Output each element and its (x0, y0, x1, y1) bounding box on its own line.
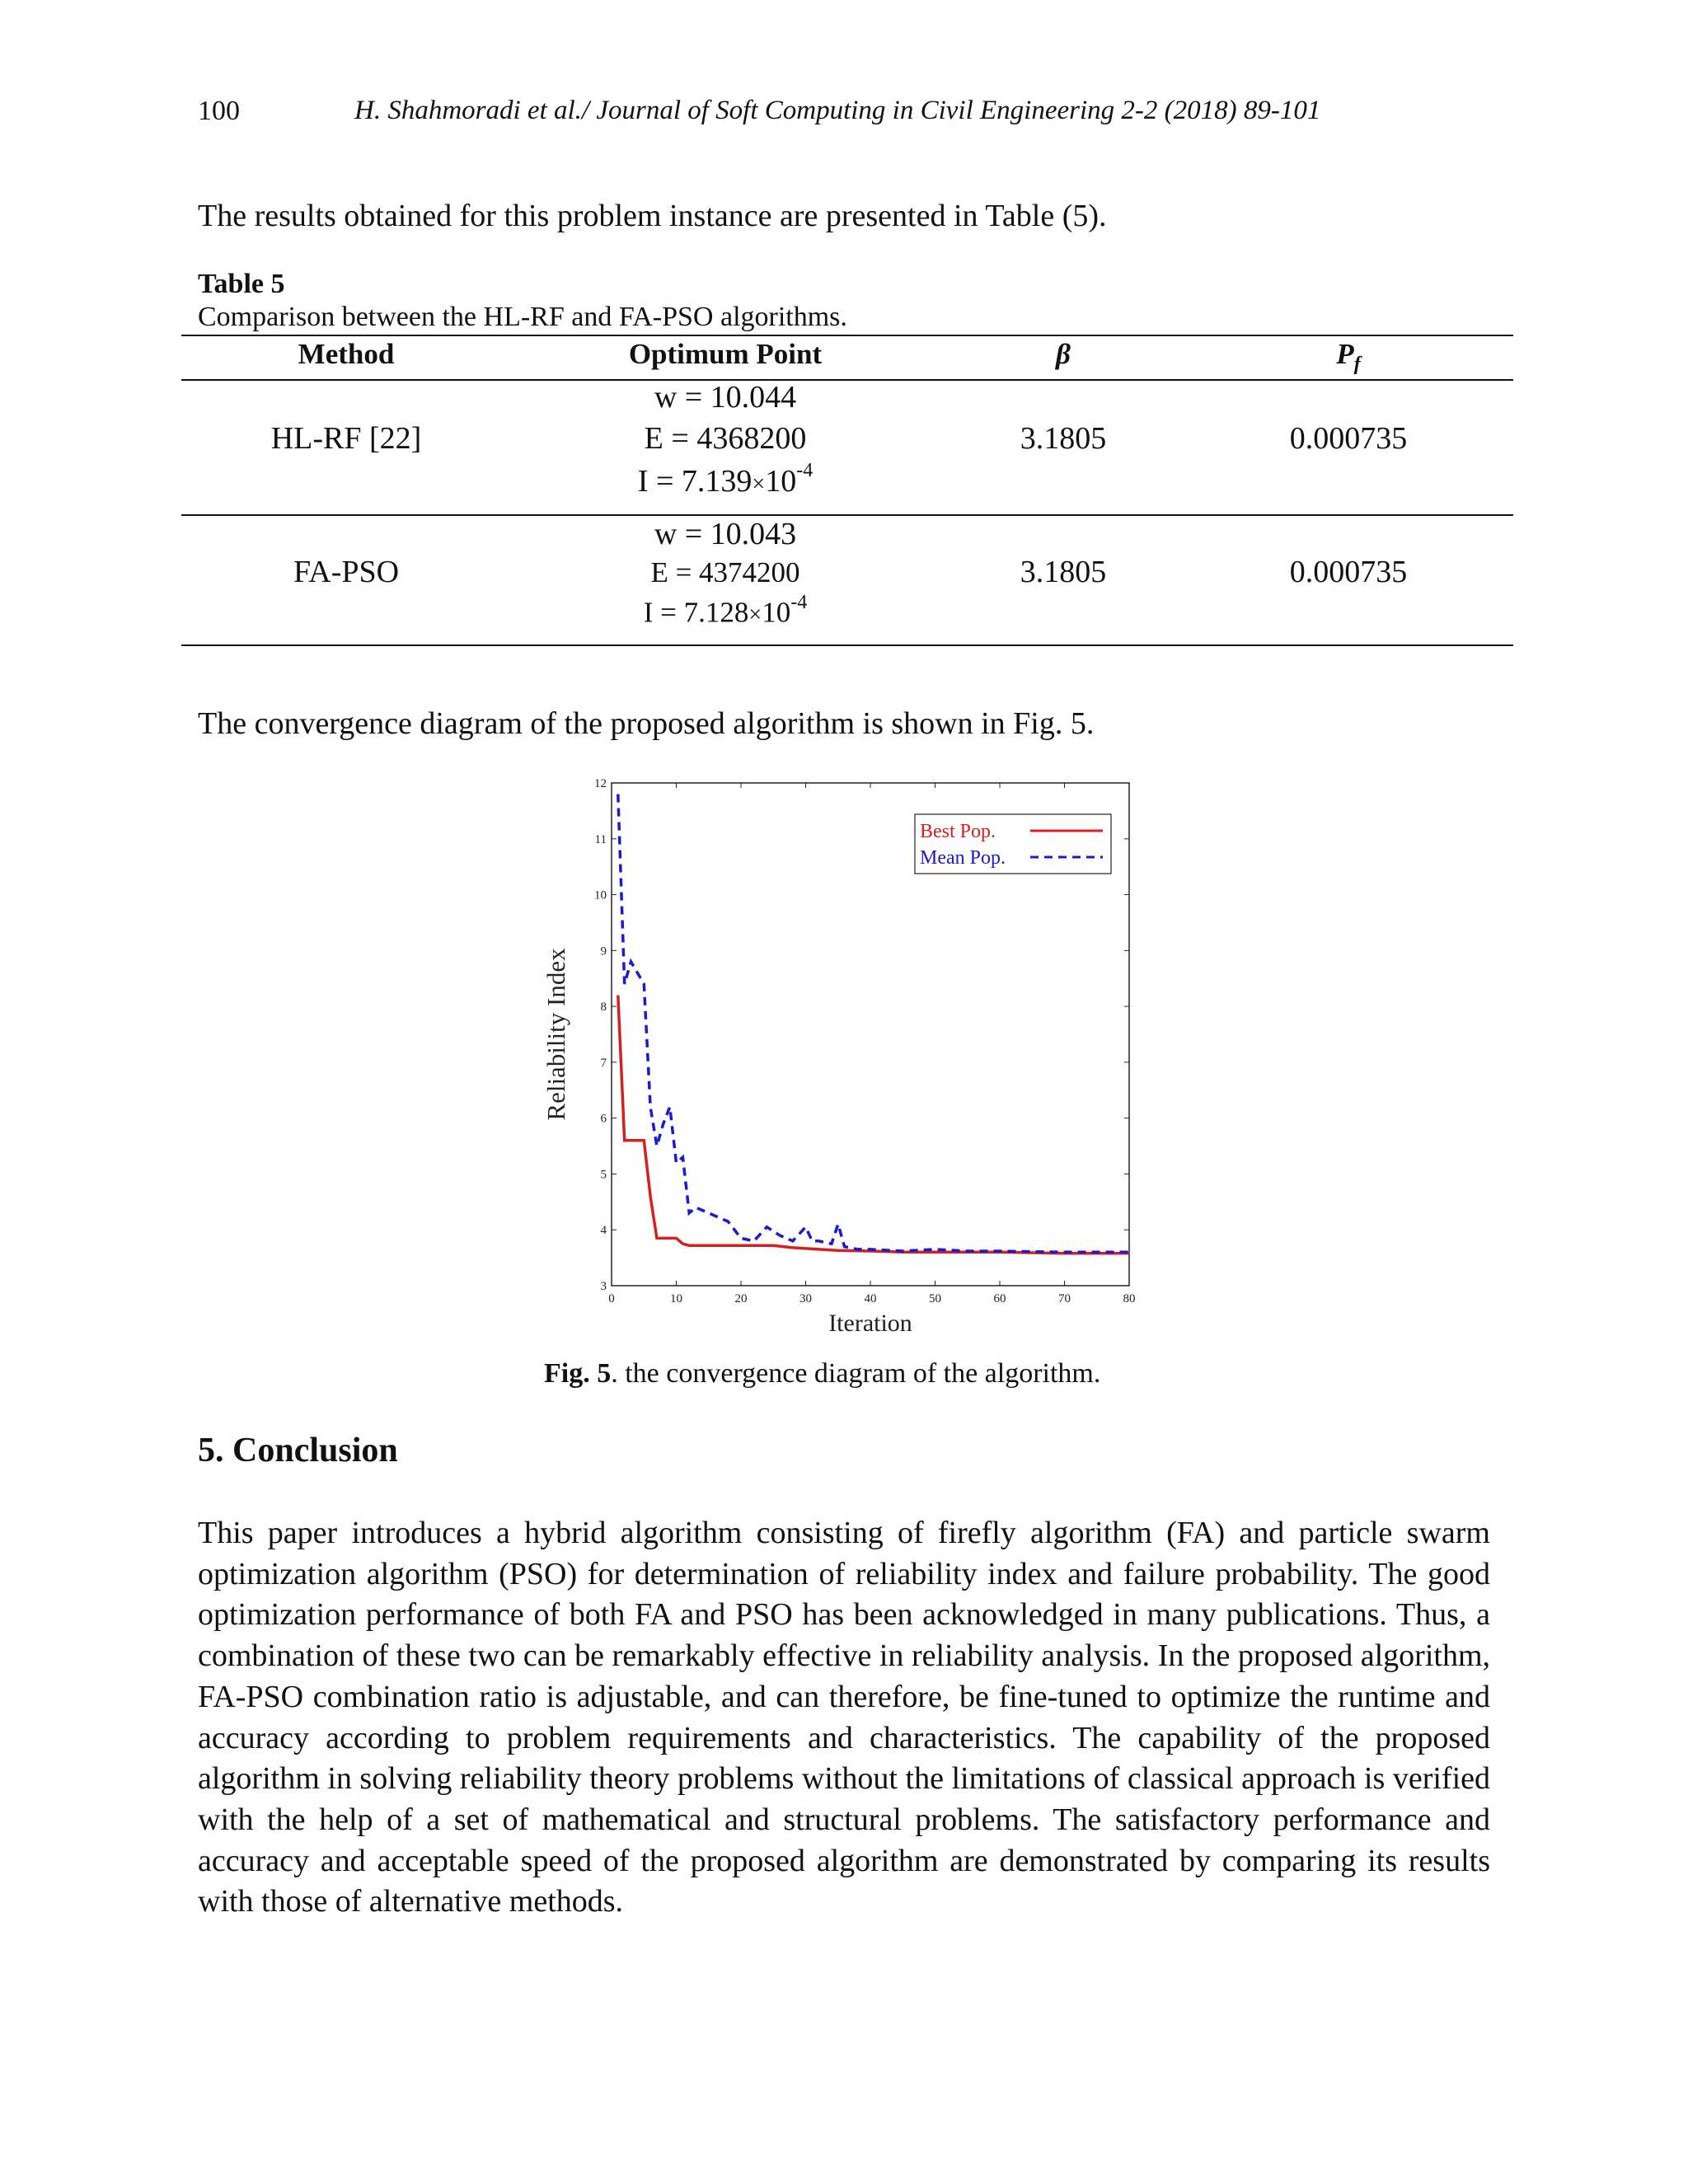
convergence-sentence: The convergence diagram of the proposed algorithm is shown in Fig. 5. (198, 706, 1095, 741)
y-tick-label: 3 (600, 1280, 607, 1293)
row2-i-exp: -4 (790, 592, 808, 613)
y-tick-label: 11 (594, 832, 607, 846)
intro-sentence: The results obtained for this problem instance are presented in Table (5). (198, 199, 1107, 233)
figure-label: Fig. 5 (544, 1358, 612, 1389)
convergence-chart (528, 766, 1154, 1343)
row1-i-exp: -4 (796, 460, 814, 482)
row2-method: FA-PSO (293, 555, 400, 589)
y-tick-label: 8 (600, 1001, 607, 1015)
x-tick-label: 10 (670, 1292, 682, 1305)
y-tick-label: 12 (594, 777, 607, 790)
y-tick-label: 10 (594, 888, 607, 902)
section-title: 5. Conclusion (198, 1432, 398, 1469)
table-label: Table 5 (198, 269, 285, 299)
row1-pf: 0.000735 (1289, 421, 1408, 456)
header-pf (1336, 338, 1360, 376)
row2-i-ten: 10 (762, 596, 791, 629)
header-pf-symbol: P (1336, 338, 1354, 370)
y-tick-label: 6 (600, 1112, 607, 1126)
legend-label-mean: Mean Pop. (920, 847, 1006, 869)
x-tick-label: 30 (799, 1292, 812, 1305)
table-caption: Comparison between the HL-RF and FA-PSO algorithms. (198, 302, 847, 332)
row2-beta: 3.1805 (1020, 555, 1107, 589)
x-tick-label: 40 (864, 1292, 877, 1305)
x-tick-label: 60 (993, 1292, 1006, 1305)
conclusion-paragraph: This paper introduces a hybrid algorithm consisting of firefly algorithm (FA) and particle swarm optimization algorithm (PSO) for determination of reliability index and failure probability. The good optimization performance of both FA and PSO has been acknowledged in many publications. Thus, a combination of these two can be remarkably effective in reliability analysis. In the proposed algorithm, FA-PSO combination ratio is adjustable, and can therefore, be fine-tuned to optimize the runtime and accuracy according to problem requirements and characteristics. The capability of the proposed algorithm in solving reliability theory problems without the limitations of classical approach is verified with the help of a set of mathematical and structural problems. The satisfactory performance and accuracy and acceptable speed of the proposed algorithm are demonstrated by comparing its results with those of alternative methods. (198, 1516, 1490, 1919)
table-top-rule (181, 335, 1513, 336)
row1-beta: 3.1805 (1020, 421, 1107, 456)
header-method: Method (298, 338, 395, 370)
legend-label-best: Best Pop. (920, 821, 996, 842)
best-pop-line (618, 996, 1129, 1254)
x-axis-label: Iteration (828, 1310, 912, 1337)
table-row-rule (181, 514, 1513, 516)
row1-w: w = 10.044 (654, 380, 797, 415)
x-tick-label: 20 (734, 1292, 748, 1305)
header-optimum-point: Optimum Point (628, 338, 823, 370)
y-tick-label: 9 (600, 944, 607, 958)
row1-method: HL-RF [22] (270, 421, 422, 456)
row2-i-times: × (748, 602, 762, 628)
row1-i-times: × (752, 471, 766, 497)
y-tick-label: 5 (600, 1168, 607, 1182)
row2-e: E = 4374200 (650, 556, 800, 588)
journal-header: H. Shahmoradi et al./ Journal of Soft Computing in Civil Engineering 2-2 (2018) 89-101 (354, 96, 1321, 125)
y-tick-label: 7 (600, 1056, 607, 1070)
x-tick-label: 0 (608, 1292, 615, 1305)
row2-w: w = 10.043 (654, 517, 797, 551)
x-tick-label: 80 (1123, 1292, 1136, 1305)
y-axis-label: Reliability Index (542, 948, 570, 1121)
figure-caption (544, 1358, 1100, 1390)
row1-i-base: I = 7.139 (637, 464, 753, 499)
table-header-rule (181, 379, 1513, 381)
y-tick-label: 4 (600, 1224, 607, 1238)
row1-i-ten: 10 (765, 464, 797, 499)
row2-pf: 0.000735 (1289, 555, 1408, 589)
figure-caption-text: . the convergence diagram of the algorithm. (611, 1358, 1101, 1389)
row1-i (637, 460, 814, 499)
row2-i-base: I = 7.128 (643, 596, 749, 629)
x-tick-label: 70 (1058, 1292, 1071, 1305)
header-pf-subscript: f (1353, 354, 1361, 375)
x-tick-label: 50 (929, 1292, 941, 1305)
header-beta: β (1056, 338, 1071, 370)
row1-e: E = 4368200 (644, 421, 807, 456)
row2-i (643, 592, 808, 630)
table-bottom-rule (181, 644, 1513, 646)
page-number: 100 (198, 96, 240, 126)
